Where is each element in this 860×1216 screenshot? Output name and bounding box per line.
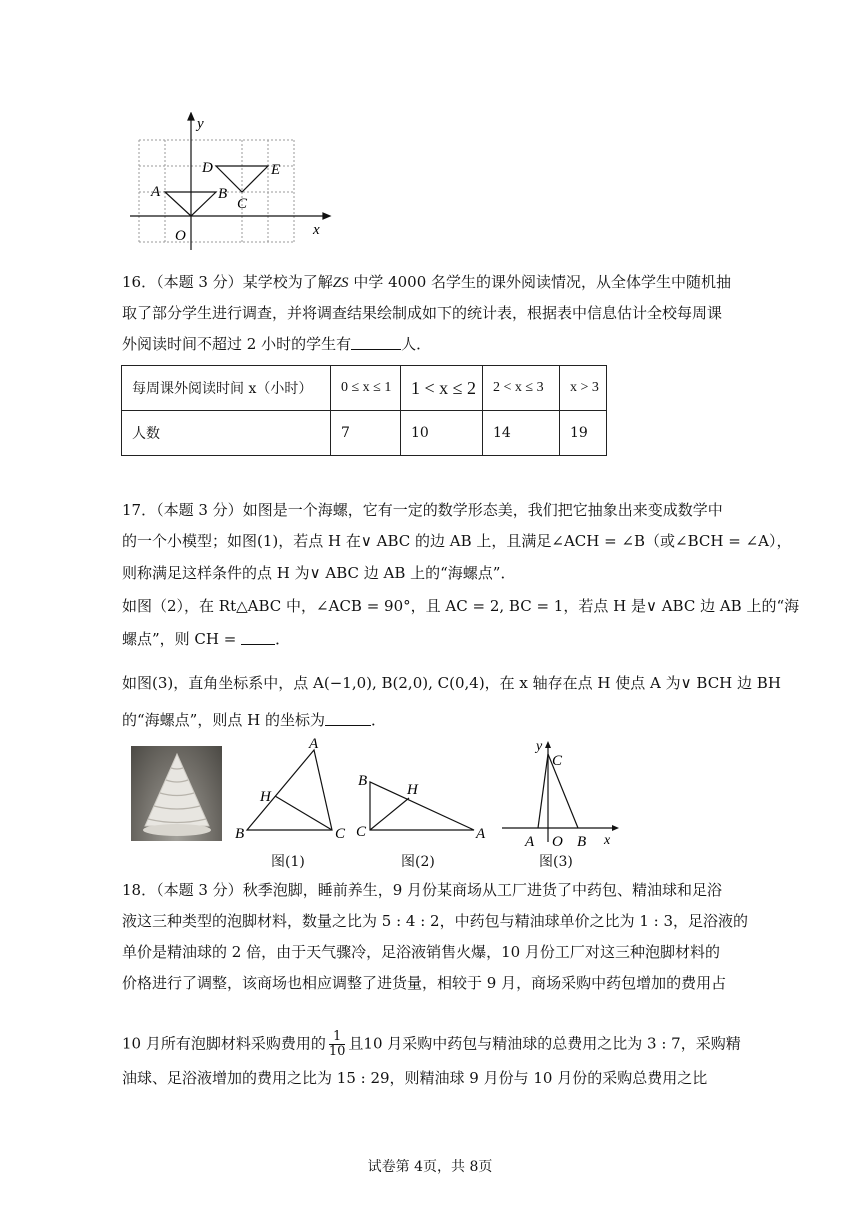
table-cell: 2 < x ≤ 3 [483,366,560,411]
table-cell: 7 [331,411,401,456]
y-axis-label: y [197,116,204,132]
svg-text:B: B [235,826,245,842]
fraction-one-tenth [329,1030,346,1059]
svg-text:B: B [577,834,587,848]
q17-text-2b: H 在∨ ABC 的边 AB 上，且满足∠ACH = ∠B（或∠BCH = ∠A）， [323,532,792,550]
caption-figure-1: 图(1) [271,854,305,870]
seashell-photo [131,746,222,841]
point-label-b: B [218,186,228,202]
table-cell: 14 [483,411,560,456]
q17-h-answer-blank[interactable] [325,713,371,726]
q17-line-6: 如图(3)，直角坐标系中，点 A(−1,0), B(2,0), C(0,4)，在 x 轴存在点 H 使点 A 为∨ BCH 边 BH [122,674,781,692]
point-label-c: C [237,196,248,212]
point-label-d: D [202,160,213,176]
q16-tag: （本题 3 分） [156,273,243,291]
table-header-row [122,366,607,411]
q18-tag: （本题 3 分） [156,881,243,899]
q18-line-3: 单价是精油球的 2 倍，由于天气骤冷，足浴液销售火爆，10 月份工厂对这三种泡脚材料的 [122,943,720,961]
q18-text-5a: 10 月所有泡脚材料采购费用的 [122,1034,326,1053]
figure-3 [500,736,624,848]
figure-1 [233,736,351,844]
q16-text-3b: 人． [401,335,432,353]
seashell-image [131,746,222,841]
svg-text:B: B [358,773,368,789]
svg-text:x: x [604,833,611,848]
svg-text:H: H [407,782,418,798]
q16-text-1b: 中学 4000 名学生的课外阅读情况，从全体学生中随机抽 [348,273,732,291]
svg-text:y: y [536,739,543,754]
table-cell: 10 [401,411,483,456]
q17-text-5a: 螺点”，则 CH = [122,630,242,648]
fraction-numerator: 1 [329,1030,346,1045]
q18-text-5b: 且10 月采购中药包与精油球的总费用之比为 3 : 7，采购精 [348,1034,741,1053]
q16-line-1 [122,275,742,291]
q17-line-7 [122,713,742,728]
q18-number: 18． [122,881,157,899]
q16-line-3 [122,337,742,352]
q16-answer-blank[interactable] [351,337,401,350]
q17-number: 17． [122,501,157,519]
coordinate-figure [125,112,335,252]
table-row [122,411,607,456]
q17-text-7a: 的“海螺点”，则点 H 的坐标为 [122,711,325,729]
q16-number: 16． [122,273,157,291]
q18-text-1: 秋季泡脚，睡前养生，9 月份某商场从工厂进货了中药包、精油球和足浴 [242,881,723,899]
page-footer: 试卷第 4页，共 8页 [367,1159,493,1175]
svg-text:O: O [552,834,563,848]
q18-line-5b [122,1030,742,1059]
svg-text:C: C [356,824,367,840]
table-cell: 0 ≤ x ≤ 1 [331,366,401,411]
y-axis-arrow [188,113,194,120]
q17-line-5 [122,632,742,647]
q17-line-3: 则称满足这样条件的点 H 为∨ ABC 边 AB 上的“海螺点”． [122,564,516,582]
figure-2 [352,768,492,844]
q18-line-6: 油球、足浴液增加的费用之比为 15 : 29，则精油球 9 月份与 10 月份的采购总费用之比 [122,1069,708,1087]
table-cell: 人数 [122,411,331,456]
caption-figure-2: 图(2) [401,854,435,870]
x-axis-arrow [323,213,330,219]
q17-line-1 [122,503,742,518]
q17-text-2a: 的一个小模型；如图(1)，若点 [122,532,324,550]
grid [139,140,294,242]
svg-text:C: C [335,826,346,842]
caption-figure-3: 图(3) [539,854,573,870]
table-cell: x > 3 [560,366,607,411]
table-cell: 每周课外阅读时间 x（小时） [122,366,331,411]
x-axis-label: x [313,222,320,238]
fraction-denominator: 10 [328,1044,346,1059]
table-cell: 1 < x ≤ 2 [401,366,483,411]
table-cell: 19 [560,411,607,456]
svg-text:A: A [309,736,319,752]
svg-text:H: H [260,789,271,805]
q18-line-2: 液这三种类型的泡脚材料，数量之比为 5 : 4 : 2，中药包与精油球单价之比为 1 : 3，足浴液的 [122,912,749,930]
q18-line-1 [122,883,742,898]
q16-text-3a: 外阅读时间不超过 2 小时的学生有 [122,335,352,353]
svg-text:C: C [552,753,563,769]
q17-ch-answer-blank[interactable] [241,632,275,645]
origin-label: O [175,228,186,244]
q16-line-2: 取了部分学生进行调查，并将调查结果绘制成如下的统计表，根据表中信息估计全校每周课 [122,304,723,322]
q17-line-2 [122,532,792,550]
q16-text-1a: 某学校为了解 [242,273,333,291]
q18-line-4: 价格进行了调整，该商场也相应调整了进货量，相较于 9 月，商场采购中药包增加的费用占 [122,974,727,992]
point-label-e: E [271,162,281,178]
svg-text:A: A [525,834,535,848]
q17-tag: （本题 3 分） [156,501,243,519]
q17-line-4: 如图（2），在 Rt△ABC 中，∠ACB = 90°，且 AC = 2, BC = 1，若点 H 是∨ ABC 边 AB 上的“海 [122,597,800,615]
q17-text-7b: ． [370,711,386,729]
point-label-a: A [151,184,161,200]
svg-text:A: A [476,826,486,842]
q17-text-1: 如图是一个海螺，它有一定的数学形态美，我们把它抽象出来变成数学中 [242,501,723,519]
q17-text-5b: ． [275,630,291,648]
reading-time-table [121,365,607,456]
q16-school: ZS [332,275,349,291]
